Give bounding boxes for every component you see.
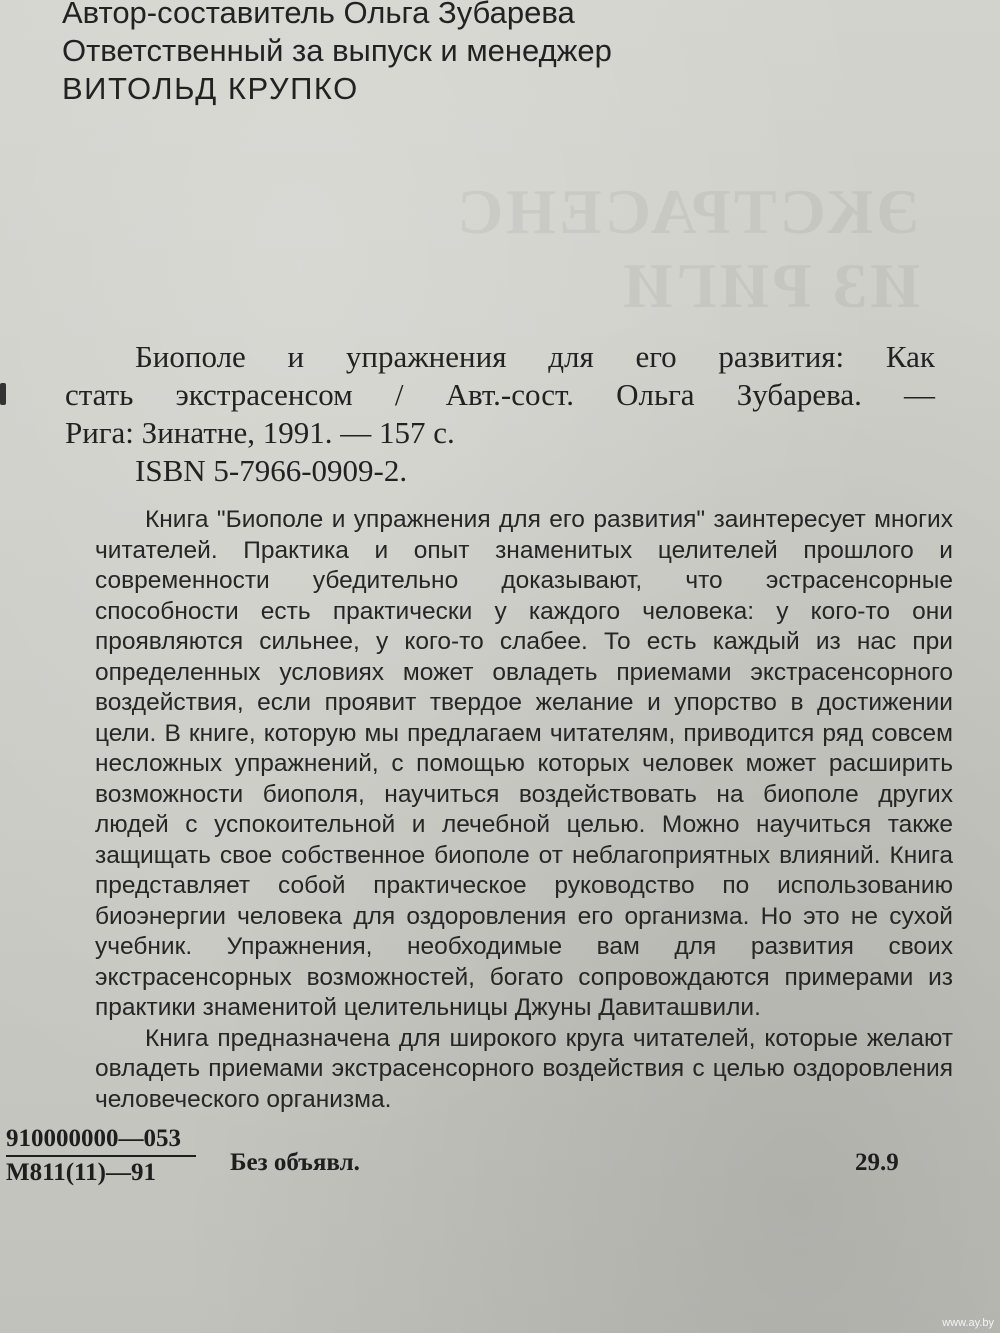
manager-name: ВИТОЛЬД КРУПКО	[62, 71, 359, 106]
publisher-code-top: 910000000—053	[6, 1125, 196, 1157]
publisher-code	[6, 1125, 196, 1187]
page-edge-mark	[0, 383, 6, 405]
bib-imprint-line: Рига: Зинатне, 1991. — 157 с.	[65, 415, 455, 450]
bibliographic-record	[65, 338, 935, 490]
show-through-text: ЭКСТРАСЕНС ИЗ РИГИ	[454, 176, 920, 321]
responsible-line: Ответственный за выпуск и менеджер	[62, 33, 612, 68]
site-watermark: www.ay.by	[942, 1317, 994, 1329]
annotation-paragraph-1: Книга "Биополе и упражнения для его развития" заинтересует многих читателей. Практика и опыт знаменитых целителей прошлого и современности убедительно доказывают, что эстрасенсорные способности есть практически у каждого человека: у кого-то они проявляются сильнее, у кого-то слабее. То есть каждый из нас при определенных условиях может овладеть приемами экстрасенсорного воздействия, если проявит твердое желание и упорство в достижении цели. В книге, которую мы предлагаем читателям, приводится ряд совсем несложных упражнений, с помощью которых человек может расширить возможности биополя, научиться воздействовать на биополе других людей с успокоительной и лечебной целью. Можно научиться также защищать свое собственное биополе от неблагоприятных влияний. Книга представляет собой практическое руководство по использованию биоэнергии человека для оздоровления его организма. Но это не сухой учебник. Упражнения, необходимые вам для развития своих экстрасенсорных возможностей, богато сопровождаются примерами из практики знаменитой целительницы Джуны Давиташвили.	[95, 506, 953, 1021]
annotation-paragraph-2: Книга предназначена для широкого круга читателей, которые желают овладеть приемами экстрасенсорного воздействия с целью оздоровления человеческого организма.	[95, 1024, 953, 1113]
bib-author-line: стать экстрасенсом / Авт.-сост. Ольга Зубарева. —	[65, 377, 935, 412]
credits-block	[62, 0, 612, 108]
bib-isbn: ISBN 5-7966-0909-2.	[135, 453, 408, 488]
bib-title-line: Биополе и упражнения для его развития: Как	[135, 339, 935, 374]
no-advert-note: Без объявл.	[230, 1149, 360, 1176]
price-code: 29.9	[855, 1149, 899, 1176]
publisher-code-bottom: М811(11)—91	[6, 1159, 156, 1186]
compiler-line: Автор-составитель Ольга Зубарева	[62, 0, 575, 30]
annotation-block	[95, 505, 953, 1115]
imprint-footer	[0, 1125, 1000, 1195]
